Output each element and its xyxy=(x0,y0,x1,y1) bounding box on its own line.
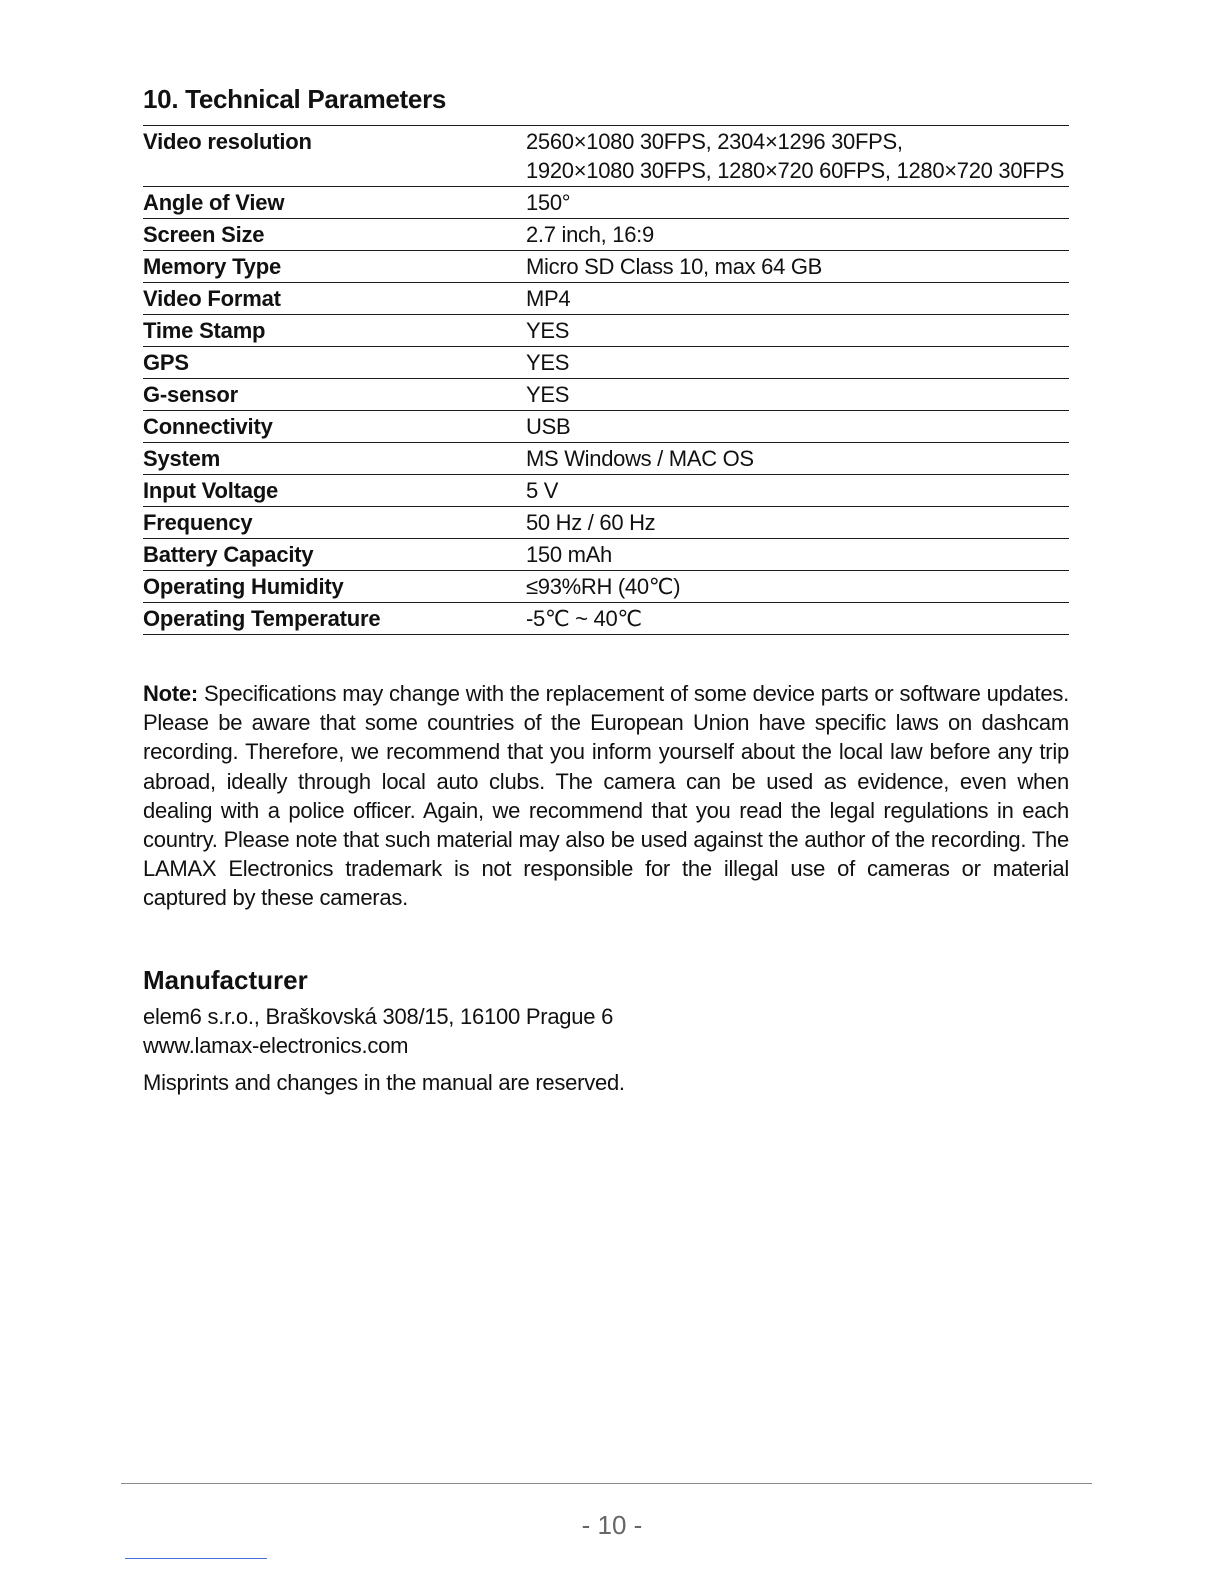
disclaimer-text: Misprints and changes in the manual are reserved. xyxy=(143,1069,625,1095)
table-row xyxy=(143,283,1069,315)
spec-label: Memory Type xyxy=(143,251,526,283)
spec-label: G-sensor xyxy=(143,379,526,411)
spec-label: Operating Temperature xyxy=(143,603,526,635)
table-row xyxy=(143,603,1069,635)
spec-label: Screen Size xyxy=(143,219,526,251)
table-row xyxy=(143,411,1069,443)
note-paragraph xyxy=(143,679,1069,913)
table-row xyxy=(143,315,1069,347)
table-row xyxy=(143,251,1069,283)
spec-value-line: 2560×1080 30FPS, 2304×1296 30FPS, xyxy=(526,129,903,154)
table-row xyxy=(143,539,1069,571)
specs-table xyxy=(143,125,1069,635)
footer-divider xyxy=(121,1483,1092,1484)
manufacturer-title: Manufacturer xyxy=(143,964,308,995)
manufacturer-website-link[interactable]: www.lamax-electronics.com xyxy=(143,1032,409,1058)
spec-value: 150 mAh xyxy=(526,539,1069,571)
spec-value-line: 1920×1080 30FPS, 1280×720 60FPS, 1280×720 30FPS xyxy=(526,158,1065,183)
spec-label: Angle of View xyxy=(143,187,526,219)
spec-value xyxy=(526,126,1069,187)
table-row xyxy=(143,126,1069,187)
spec-value: YES xyxy=(526,315,1069,347)
link-underline-decoration xyxy=(125,1558,267,1559)
spec-label: Video Format xyxy=(143,283,526,315)
table-row xyxy=(143,379,1069,411)
spec-label: Battery Capacity xyxy=(143,539,526,571)
spec-value: -5℃ ~ 40℃ xyxy=(526,603,1069,635)
note-label: Note: xyxy=(143,681,198,706)
spec-value: MS Windows / MAC OS xyxy=(526,443,1069,475)
spec-value: 2.7 inch, 16:9 xyxy=(526,219,1069,251)
section-title: 10. Technical Parameters xyxy=(143,84,447,114)
spec-value: MP4 xyxy=(526,283,1069,315)
spec-value: 50 Hz / 60 Hz xyxy=(526,507,1069,539)
spec-value: YES xyxy=(526,347,1069,379)
spec-label: Operating Humidity xyxy=(143,571,526,603)
document-page xyxy=(143,84,1069,1097)
spec-value: 150° xyxy=(526,187,1069,219)
spec-label: GPS xyxy=(143,347,526,379)
spec-value: YES xyxy=(526,379,1069,411)
spec-value: ≤93%RH (40℃) xyxy=(526,571,1069,603)
page-number: - 10 - xyxy=(581,1510,643,1540)
table-row xyxy=(143,571,1069,603)
spec-label: Input Voltage xyxy=(143,475,526,507)
manufacturer-address: elem6 s.r.o., Braškovská 308/15, 16100 Prague 6 xyxy=(143,1003,614,1029)
spec-value: 5 V xyxy=(526,475,1069,507)
spec-label: Video resolution xyxy=(143,126,526,187)
spec-value: Micro SD Class 10, max 64 GB xyxy=(526,251,1069,283)
spec-label: Time Stamp xyxy=(143,315,526,347)
table-row xyxy=(143,187,1069,219)
table-row xyxy=(143,507,1069,539)
table-row xyxy=(143,219,1069,251)
spec-label: Frequency xyxy=(143,507,526,539)
table-row xyxy=(143,443,1069,475)
spec-value: USB xyxy=(526,411,1069,443)
table-row xyxy=(143,347,1069,379)
spec-label: System xyxy=(143,443,526,475)
table-row xyxy=(143,475,1069,507)
spec-label: Connectivity xyxy=(143,411,526,443)
note-text: Specifications may change with the replacement of some device parts or software updates. Please be aware that some countries of the European Union have specific laws on dashcam recording. Therefore, we recommend that you inform yourself about the local law before any trip abroad, ideally through local auto clubs. The camera can be used as evidence, even when dealing with a police officer. Again, we recommend that you read the legal regulations in each country. Please note that such material may also be used against the author of the recording. The LAMAX Electronics trademark is not responsible for the illegal use of cameras or material captured by these cameras. xyxy=(143,681,1069,911)
